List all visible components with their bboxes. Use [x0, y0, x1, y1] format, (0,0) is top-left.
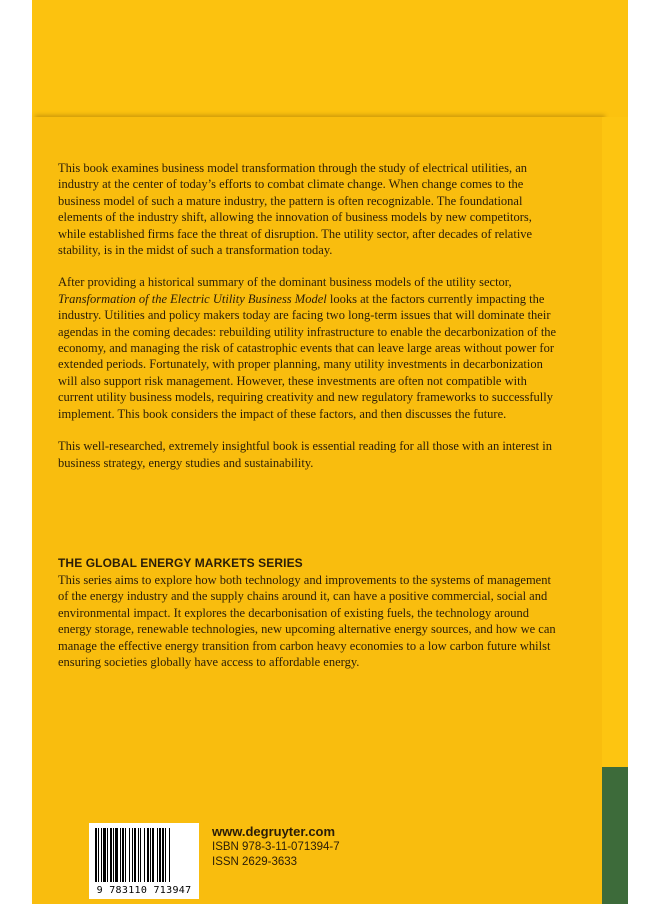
description-paragraph-2 — [58, 274, 558, 422]
p2-rest: looks at the factors currently impacting the industry. Utilities and policy makers today are facing two long-term issues that will dominate their agendas in the coming decades: rebuilding utility infrastructure to enable the decarbonization of the economy, and managing the risk of catastrophic events that can leave large areas without power for extended periods. Fortunately, with proper planning, many utility investments in decarbonization will also support risk management. However, these investments are often not compatible with current utility business models, requiring creativity and new regulatory frameworks to successfully implement. This book considers the impact of these factors, and then discusses the future. — [58, 291, 557, 421]
top-band — [32, 0, 628, 117]
issn-number: ISSN 2629-3633 — [212, 856, 298, 868]
publisher-info — [212, 823, 340, 870]
isbn-barcode — [89, 823, 199, 899]
isbn-number: ISBN 978-3-11-071394-7 — [212, 841, 340, 853]
series-description: This series aims to explore how both technology and improvements to the systems of management of the energy industry and the supply chains around it, can have a positive commercial, social and environmental impact. It explores the decarbonisation of existing fuels, the technology around energy storage, renewable technologies, new upcoming alternative energy sources, and how we can manage the effective energy transition from carbon heavy economies to a low carbon future whilst ensuring societies globally have access to affordable energy. — [58, 573, 556, 670]
book-description — [58, 160, 558, 487]
description-paragraph-1: This book examines business model transformation through the study of electrical utilities, an industry at the center of today’s efforts to combat climate change. When change comes to the business model of such a mature industry, the pattern is often recognizable. The foundational elements of the industry shift, allowing the innovation of business models by new competitors, while established firms face the threat of disruption. The utility sector, after decades of relative stability, is in the midst of such a transformation today. — [58, 161, 533, 258]
barcode-bars-icon — [94, 828, 194, 882]
book-title-italic: Transformation of the Electric Utility Business Model — [58, 291, 327, 306]
right-edge-strip — [602, 117, 628, 767]
description-paragraph-3: This well-researched, extremely insightful book is essential reading for all those with an interest in business strategy, energy studies and sustainability. — [58, 439, 552, 470]
spine-green-tab — [602, 767, 628, 904]
publisher-url: www.degruyter.com — [212, 824, 336, 839]
p2-lead: After providing a historical summary of the dominant business models of the utility sector, — [58, 275, 512, 290]
barcode-digits: 9 783110 713947 — [96, 885, 192, 896]
series-title: THE GLOBAL ENERGY MARKETS SERIES — [58, 556, 303, 570]
